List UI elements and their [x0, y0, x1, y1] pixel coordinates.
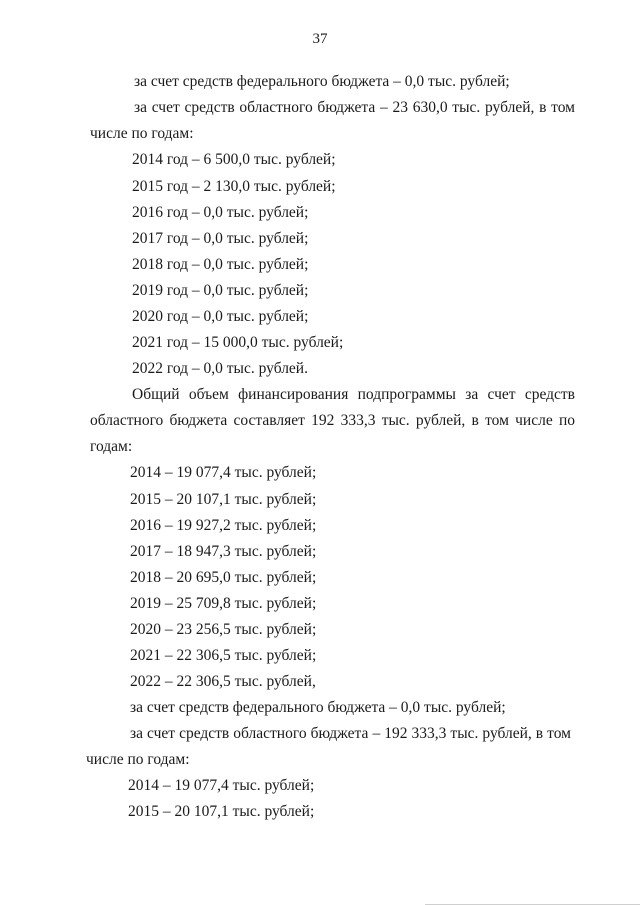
federal-budget-line: за счет средств федерального бюджета – 0,0 тыс. рублей;	[134, 73, 510, 90]
regional-budget-line: за счет средств областного бюджета – 192 333,3 тыс. рублей, в том	[130, 725, 571, 742]
year-2019-line: 2019 год – 0,0 тыс. рублей;	[132, 282, 309, 299]
page-number: 37	[312, 31, 328, 47]
total-2022-line: 2022 – 22 306,5 тыс. рублей,	[130, 673, 316, 690]
federal-budget-line: за счет средств федерального бюджета – 0,0 тыс. рублей;	[130, 699, 506, 716]
total-2014-line: 2014 – 19 077,4 тыс. рублей;	[130, 464, 317, 481]
regional-2015-line: 2015 – 20 107,1 тыс. рублей;	[128, 803, 315, 820]
total-2016-line: 2016 – 19 927,2 тыс. рублей;	[130, 517, 317, 534]
year-2016-line: 2016 год – 0,0 тыс. рублей;	[132, 204, 309, 221]
by-years-line: числе по годам:	[86, 751, 190, 768]
year-2015-line: 2015 год – 2 130,0 тыс. рублей;	[132, 178, 336, 195]
year-2021-line: 2021 год – 15 000,0 тыс. рублей;	[132, 334, 344, 351]
by-years-line: числе по годам:	[90, 125, 194, 142]
regional-total-line: областного бюджета составляет 192 333,3 тыс. рублей, в том числе по	[90, 412, 575, 429]
year-2020-line: 2020 год – 0,0 тыс. рублей;	[132, 308, 309, 325]
total-2018-line: 2018 – 20 695,0 тыс. рублей;	[130, 569, 317, 586]
year-2014-line: 2014 год – 6 500,0 тыс. рублей;	[132, 151, 336, 168]
total-2019-line: 2019 – 25 709,8 тыс. рублей;	[130, 595, 317, 612]
total-2015-line: 2015 – 20 107,1 тыс. рублей;	[130, 491, 317, 508]
total-2020-line: 2020 – 23 256,5 тыс. рублей;	[130, 621, 317, 638]
total-2017-line: 2017 – 18 947,3 тыс. рублей;	[130, 543, 317, 560]
regional-2014-line: 2014 – 19 077,4 тыс. рублей;	[128, 777, 315, 794]
year-2022-line: 2022 год – 0,0 тыс. рублей.	[132, 360, 308, 377]
year-2018-line: 2018 год – 0,0 тыс. рублей;	[132, 256, 309, 273]
regional-budget-line: за счет средств областного бюджета – 23 630,0 тыс. рублей, в том	[134, 99, 575, 116]
total-2021-line: 2021 – 22 306,5 тыс. рублей;	[130, 647, 317, 664]
total-financing-line: Общий объем финансирования подпрограммы за счет средств	[132, 386, 575, 403]
year-2017-line: 2017 год – 0,0 тыс. рублей;	[132, 230, 309, 247]
by-years-line: годам:	[90, 438, 133, 455]
